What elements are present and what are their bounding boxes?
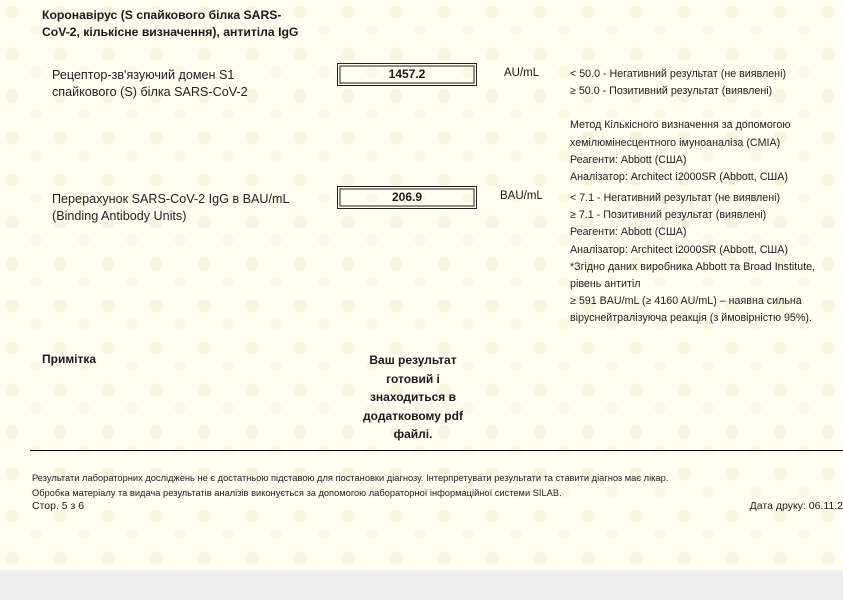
footer-disclaimer: Результати лабораторних досліджень не є достатньою підставою для постановки діагнозу. Інтерпретувати результати та ставити діагноз має лікар. [32, 473, 669, 483]
print-date: Дата друку: 06.11.2 [749, 500, 843, 512]
reference-block [570, 190, 835, 328]
footer-processing: Обробка матеріалу та видача результатів аналізів виконується за допомогою лабораторної інформаційної системи SILAB. [32, 488, 562, 498]
reference-spacer [570, 100, 840, 117]
result-unit: AU/mL [504, 67, 540, 79]
reference-line: ≥ 50.0 - Позитивний результат (виявлені) [570, 85, 773, 98]
reference-line: < 50.0 - Негативний результат (не виявлені) [570, 68, 787, 80]
note-label: Примітка [42, 352, 97, 366]
reference-line: < 7.1 - Негативний результат (не виявлені) [570, 192, 781, 204]
viewer-background [0, 570, 843, 600]
reference-line: Аналізатор: Architect i2000SR (Abbott, США) [570, 171, 788, 184]
reference-line: Метод Кількісного визначення за допомогою хемілюмінесцентного імуноаналіза (CMIA) [570, 119, 791, 149]
reference-line: Аналізатор: Architect i2000SR (Abbott, США) [570, 243, 788, 256]
result-unit: BAU/mL [500, 190, 543, 202]
result-value: 206.9 [337, 186, 477, 209]
result-value: 1457.2 [337, 63, 477, 86]
reference-line: ≥ 7.1 - Позитивний результат (виявлені) [570, 209, 767, 222]
note-text: Ваш результат готовий і знаходиться в додатковому pdf файлі. [363, 353, 463, 441]
test-name: Рецептор-зв'язуючий домен S1 спайкового (S) білка SARS-CoV-2 [52, 68, 248, 99]
section-title: Коронавірус (S спайкового білка SARS-CoV-2, кількісне визначення), антитіла IgG [42, 8, 299, 39]
reference-line: Реагенти: Abbott (США) [570, 226, 687, 239]
divider [30, 450, 843, 451]
reference-line: ≥ 591 BAU/mL (≥ 4160 AU/mL) – наявна сильна віруснейтралізуюча реакція (з ймовірністю 95%). [570, 295, 812, 325]
reference-line: Реагенти: Abbott (США) [570, 153, 687, 166]
page-number: Стор. 5 з 6 [32, 500, 85, 512]
reference-block [570, 66, 840, 186]
reference-line: *Згідно даних виробника Abbott та Broad Institute, рівень антитіл [570, 260, 816, 291]
test-name: Перерахунок SARS-CoV-2 IgG в BAU/mL (Binding Antibody Units) [52, 192, 290, 223]
